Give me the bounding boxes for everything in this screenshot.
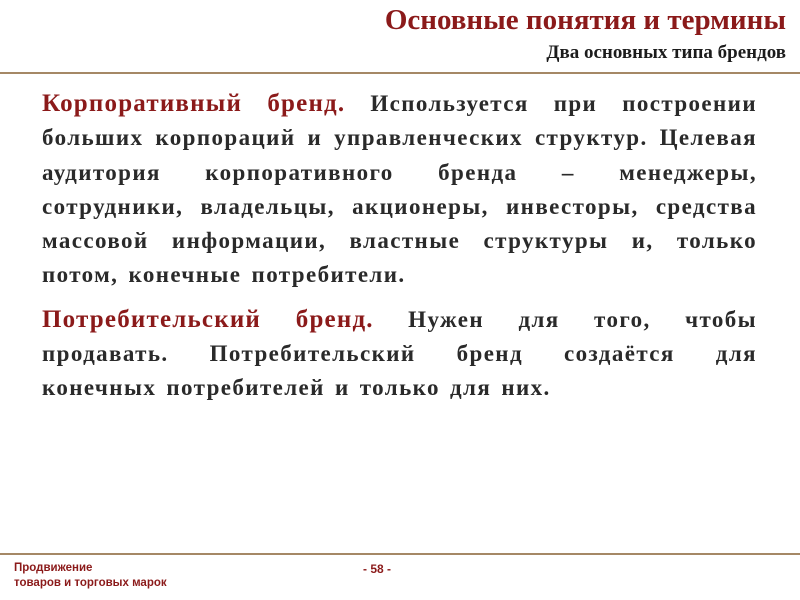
term-consumer-brand: Потребительский бренд. <box>42 305 374 333</box>
body-content <box>42 87 757 406</box>
page-subtitle: Два основных типа брендов <box>546 42 786 63</box>
paragraph-corporate-brand <box>42 87 757 293</box>
footer-course-line-1: Продвижение <box>14 562 93 574</box>
definition-corporate-brand: Используется при построении больших корпораций и управленческих структур. Целевая аудитория корпоративного бренда – менеджеры, сотрудники, владельцы, акционеры, инвесторы, средства массовой информации, властные структуры и, только потом, конечные потребители. <box>42 91 757 288</box>
page-title: Основные понятия и термины <box>384 4 786 36</box>
page-number: - 58 - <box>363 562 392 576</box>
header-divider <box>0 72 800 74</box>
paragraph-consumer-brand <box>42 303 757 406</box>
footer-divider <box>0 553 800 555</box>
footer-course-title <box>14 561 167 591</box>
definition-consumer-brand: Нужен для того, чтобы продавать. Потребительский бренд создаётся для конечных потребителей и только для них. <box>42 306 757 401</box>
footer-course-line-2: товаров и торговых марок <box>14 577 167 589</box>
term-corporate-brand: Корпоративный бренд. <box>42 90 346 117</box>
